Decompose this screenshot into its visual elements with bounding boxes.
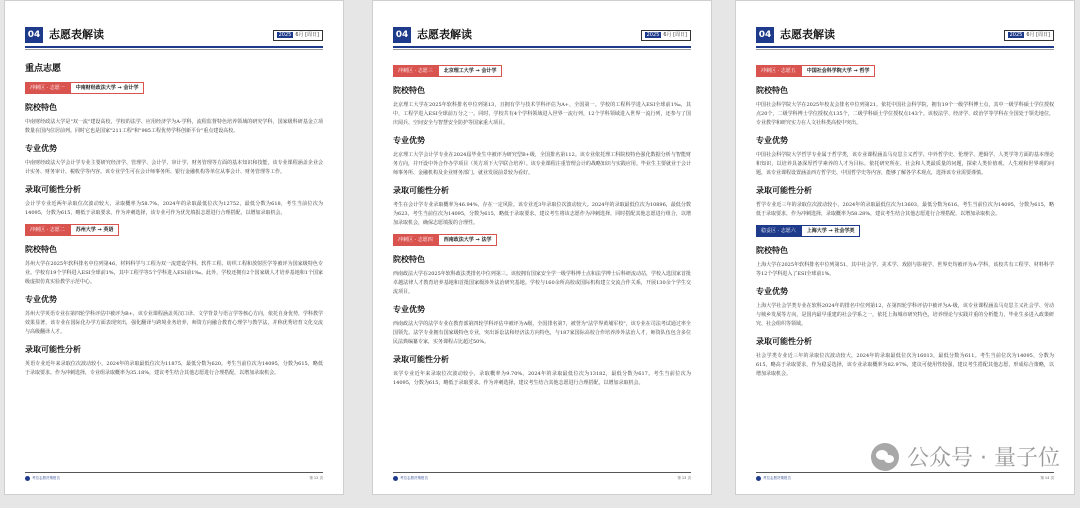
chapter-title: 志愿表解读 [417,28,472,41]
chapter-title: 志愿表解读 [49,28,104,41]
item-heading: 录取可能性分析 [756,185,812,195]
item-heading: 院校特色 [393,254,425,264]
footer-rule [756,472,1054,473]
item-text: 考生在会计学专业录取概率为46.94%，存在一定风险。该专业近3年录取位次波动较大。2024年的录取最低位次为10896，最低分数为623，考生当前位次为14095，分数为615，略低于录取要求。建议考生将该志愿作为冲刺选择，同时搭配其他志愿进行组合，以增加录取机会，确保志愿填报的合理性。 [393,202,691,226]
item-text: 会计学专业近两年录取位次波动较大，录取概率为58.7%。2024年的录取最低位次为12752，最低分数为618，考生当前位次为14095，分数为615，略低于录取要求。作为冲刺选择，该专业可作为优先填报志愿进行合理搭配，以增加录取机会。 [25,201,323,216]
date-year: 2025 [278,32,292,38]
page-header [756,27,1054,43]
logo-icon [756,476,761,481]
logo-icon [393,476,398,481]
chapter-number: 04 [756,27,774,43]
choice-tag [756,225,1054,237]
footer-logo [756,476,791,481]
item-text: 英语专业近年来录取位次波动较小，2024年的录取最低位次为11875，最低分数为620。考生当前位次为14095，分数为615，略低于录取要求。作为冲刺选择，专业组录取概率为35.18%，建议考生结合其他志愿进行合理搭配，以增加录取机会。 [25,361,323,376]
header-rule [393,46,691,48]
choice-tier-label: 冲刺区 · 志愿二 [25,224,70,236]
footer-rule [25,472,323,473]
item-heading: 录取可能性分析 [25,184,81,194]
choice-school-major: 苏州大学 → 英语 [70,224,120,236]
choice-tier-label: 冲刺区 · 志愿三 [393,65,438,77]
footer-logo [393,476,428,481]
choice-tag [756,65,1054,77]
date-rest: 6月 [周日] [295,32,319,38]
item-heading: 录取可能性分析 [25,344,81,354]
item-heading: 专业优势 [393,304,425,314]
item-heading: 专业优势 [25,294,57,304]
item-heading: 专业优势 [756,286,788,296]
item-text: 苏州大学英语专业在第四轮学科评估中被评为B+，该专业课程涵盖英汉口译、文学背景与语言学等核心方向，依托自身优势，学科教学效果显著，该专业在国际化办学方面表现突出，强化翻译与跨境业务培养，师资方向融合教育心理学与教学法，并称优秀培育文化交流与高级翻译人才。 [25,311,323,335]
wechat-icon [871,443,899,471]
item-heading: 录取可能性分析 [756,336,812,346]
date-year: 2025 [1009,32,1023,38]
header-rule [25,46,323,48]
item-text: 社会学类专业近三年的录取位次波动较大，2024年的录取最低位次为16013，最低分数为611。考生当前位次为14095，分数为615，略高于录取要求，作为稳妥选择，该专业录取概率为82.97%，建议可使用性较强，建议考生搭配其他志愿，形成综合策略，以增加录取机会。 [756,353,1054,377]
item-text: 西南政法大学的法学专业在教育部第四轮学科评估中被评为A级，全国排名第7，被誉为"法学界黄埔军校"，该专业在司法考试通过率全国领先。法学专业拥有国家级特色专业，突出诉讼法和经济法方向特色，与187家国际高校合作培养涉外法治人才，师资队伍包含多位民法典编纂专家，实务课程占比超过50%。 [393,321,691,345]
item-text: 中南财经政法大学会计学专业主要研究经济学、管理学、会计学、审计学、财务管理等方面的基本知识和技能，该专业课程涵盖企业会计实务、财务审计、税收学等内容。该专业学生可在会计师事务所、银行金融机构等单位从事会计、财务管理等工作。 [25,160,323,175]
header-rule-thin [393,49,691,50]
choice-school-major: 西南政法大学 → 法学 [438,234,498,246]
choice-tier-label: 稳妥区 · 志愿六 [756,225,801,237]
page-footer [25,472,323,482]
chapter-number: 04 [25,27,43,43]
choice-school-major: 上海大学 → 社会学类 [801,225,861,237]
page-number: 第 12 页 [309,476,323,480]
date-badge [273,30,323,41]
report-page-2 [372,0,712,495]
choice-school-major: 北京理工大学 → 会计学 [438,65,503,77]
header-rule-thin [756,49,1054,50]
brand-text: 考拉志愿决策报告 [763,476,791,480]
page-header [393,27,691,43]
item-text: 哲学专业近三年的录取位次波动较小，2024年的录取最低位次为13603，最低分数为616。考生当前位次为14095，分数为615，略低于录取要求，作为冲刺选择，录取概率为58.28%，建议考生结合其他志愿进行合理搭配，以增加录取机会。 [756,202,1054,217]
section-title: 重点志愿 [25,64,62,74]
chapter-number: 04 [393,27,411,43]
item-heading: 录取可能性分析 [393,354,449,364]
choice-school-major: 中南财经政法大学 → 会计学 [70,82,145,94]
footer-rule [393,472,691,473]
choice-tier-label: 冲刺区 · 志愿四 [393,234,438,246]
date-badge [641,30,691,41]
page-content [393,59,691,388]
item-text: 中南财经政法大学是"双一流"建设高校，学校的法学、应用经济学为A-学科，流程监督特色培养领域的研究学科，国家级科研基金立项数量在国内位居前列。同时它也是国家"211工程"和"985工程优势学科创新平台"重点建设高校。 [25,119,323,134]
chapter-title: 志愿表解读 [780,28,835,41]
item-heading: 院校特色 [25,244,57,254]
item-heading: 院校特色 [756,245,788,255]
wechat-watermark [871,441,1060,472]
item-text: 北京理工大学会计学专业在2024届毕业生中被评为研究型B+级，全国排名第112。该专业依托理工科院校特色强化数据分析与智能财务方向，并开设中外合作办学项目（英方项下大学联合培养）。该专业课程注重管理会计的战略知识与实践应用。毕业生主要就业于会计师事务所、金融机构及企业财务部门，就业发展前景较为看好。 [393,152,691,176]
date-rest: 6月 [周日] [663,32,687,38]
page-footer [393,472,691,482]
item-heading: 专业优势 [756,135,788,145]
choice-school-major: 中国社会科学院大学 → 哲学 [801,65,876,77]
choice-tag [393,65,691,77]
item-text: 西南政法大学在2025年软科政法类排名中位列第三。该校拥有国家安全学一级学科博士点和法学博士后科研流动站，学校入选国家首批卓越法律人才教育培养基地和首批国家级涉外法治研究基地。学校与160余所高校或国际机构建立交流合作关系，开展130余个学生交流项目。 [393,271,691,295]
item-heading: 专业优势 [25,143,57,153]
date-year: 2025 [646,32,660,38]
page-content [25,59,323,378]
page-header [25,27,323,43]
choice-tier-label: 冲刺区 · 志愿五 [756,65,801,77]
page-footer [756,472,1054,482]
footer-logo [25,476,60,481]
brand-text: 考拉志愿决策报告 [32,476,60,480]
item-heading: 院校特色 [25,102,57,112]
report-page-1 [4,0,344,495]
item-heading: 专业优势 [393,135,425,145]
watermark-text: 公众号 · 量子位 [907,446,1060,471]
item-heading: 院校特色 [756,85,788,95]
logo-icon [25,476,30,481]
item-text: 上海大学在2025年软科排名中位列第51，其中社会学、美术学、戏剧与影视学、世界史均被评为A-学科，该校共有工程学、材料科学等12个学科进入了ESI全球前1%。 [756,262,1054,277]
page-number: 第 14 页 [1040,476,1054,480]
choice-tag [25,224,323,236]
header-rule [756,46,1054,48]
choice-tier-label: 冲刺区 · 志愿一 [25,82,70,94]
header-rule-thin [25,49,323,50]
item-text: 苏州大学在2025年软科排名中位列第46，材料科学与工程为双一流建设学科。软件工程、纺织工程和放射医学等被评为国家级特色专业。学校有19个学科进入ESI全球前1%，其中工程学等5个学科进入ESI前1‰。此外，学校还拥有2个国家级人才培养基地和1个国家级虚拟仿真实验教学示范中心。 [25,261,323,285]
brand-text: 考拉志愿决策报告 [400,476,428,480]
date-rest: 6月 [周日] [1026,32,1050,38]
item-text: 北京理工大学在2025年软科排名中位列第13，且拥有学与技术学科评估为A+，全国第一。学校的工程科学进入ESI全球前1‰，其中，工程学进入ESI全球前万分之一。同时，学校共有4个学科领域进入世界一流行列，12个学科领域进入世界一流行列，还参与了国庆阅兵、空间安全与智慧安全防护等国家重大项目。 [393,102,691,126]
choice-tag [25,82,323,94]
item-text: 中国社会科学院大学在2025年校友会排名中位列第21，依托中国社会科学院，拥有19个一级学科博士点，其中一级学科硕士学位授权点20个，二级学科博士学位授权点135个，二级学科硕士学位授权点143个。该校法学、经济学、政治学等学科在全国处于领先地位，专业教学和研究实力在人文社科类高校中突出。 [756,102,1054,126]
choice-tag [393,234,691,246]
item-heading: 录取可能性分析 [393,185,449,195]
date-badge [1004,30,1054,41]
page-number: 第 13 页 [677,476,691,480]
item-text: 该学专业近年来录取位次波动较小，录取概率为9.70%。2024年的录取最低位次为13182，最低分数为617。考生当前位次为14095，分数为615，略低于录取要求。作为冲刺选择，建议考生结合其他志愿进行合理搭配，以增加录取机会。 [393,371,691,386]
item-heading: 院校特色 [393,85,425,95]
page-content [756,59,1054,379]
item-text: 中国社会科学院大学哲学专业属于哲学类，该专业课程涵盖马克思主义哲学、中外哲学史、伦理学、逻辑学、人类学等方面的基本理论和知识，以培养具备深厚哲学素养的人才为目标。依托研究所在、社会和人类最质量的问题，探索人类价值观、人生观和世界观的问题，该专业课程设置涵盖西方哲学史、中国哲学史等内容，能够了解各学术观点，选择该专业需要谨慎。 [756,152,1054,176]
item-text: 上海大学社会学类专业在软科2024年的排名中位列第12，在第四轮学科评估中被评为A-级，该专业课程涵盖马克思主义社会学、劳动与城乡发展等方向，是国内最早重建的社会学系之一，依托上海城市研究特色，培养理论与实践并重的分析能力，毕业生多进入政策研究、社会组织等领域。 [756,303,1054,327]
report-page-3 [735,0,1075,495]
